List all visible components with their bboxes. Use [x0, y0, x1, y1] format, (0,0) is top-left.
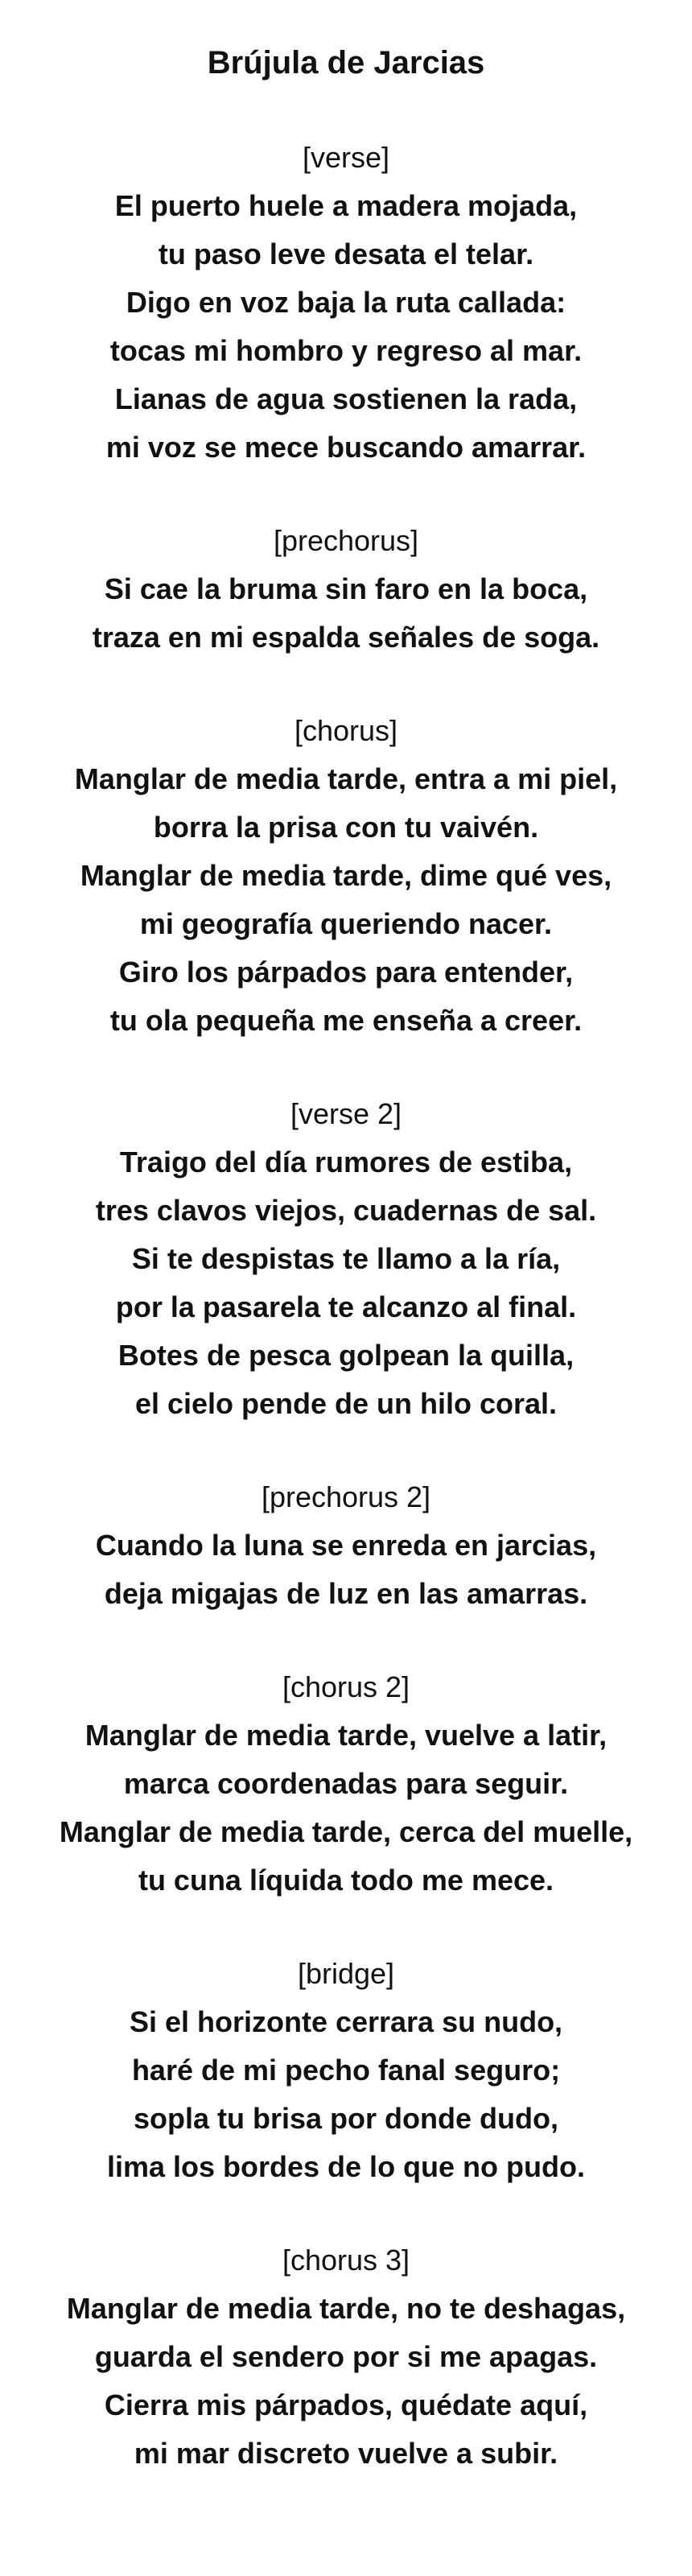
- lyric-line: Digo en voz baja la ruta callada:: [126, 286, 566, 319]
- lyric-line: Manglar de media tarde, vuelve a latir,: [84, 1719, 608, 1752]
- lyric-line: Si el horizonte cerrara su nudo,: [129, 2005, 563, 2038]
- lyric-line: Si cae la bruma sin faro en la boca,: [104, 572, 588, 605]
- section-prechorus: [0, 517, 692, 662]
- section-bridge: [0, 1950, 692, 2191]
- song-title: Brújula de Jarcias: [207, 45, 485, 80]
- section-chorus-2: [0, 1663, 692, 1905]
- lyric-line: El puerto huele a madera mojada,: [114, 189, 578, 222]
- lyric-line: haré de mi pecho fanal seguro;: [131, 2054, 561, 2087]
- section-tag: [verse 2]: [290, 1097, 402, 1130]
- lyric-line: lima los bordes de lo que no pudo.: [106, 2150, 586, 2183]
- section-chorus-3: [0, 2236, 692, 2478]
- section-verse-2: [0, 1090, 692, 1428]
- lyric-line: Giro los párpados para entender,: [118, 956, 574, 989]
- lyric-line: Cuando la luna se enreda en jarcias,: [95, 1529, 597, 1562]
- lyric-line: tocas mi hombro y regreso al mar.: [109, 334, 583, 367]
- lyric-line: tres clavos viejos, cuadernas de sal.: [95, 1194, 597, 1227]
- section-chorus: [0, 707, 692, 1045]
- lyric-line: Manglar de media tarde, entra a mi piel,: [74, 762, 618, 795]
- lyric-line: mi mar discreto vuelve a subir.: [134, 2437, 558, 2470]
- lyric-line: Cierra mis párpados, quédate aquí,: [104, 2388, 588, 2421]
- lyric-line: tu ola pequeña me enseña a creer.: [109, 1004, 583, 1037]
- lyric-line: Manglar de media tarde, no te deshagas,: [66, 2292, 626, 2325]
- lyric-line: por la pasarela te alcanzo al final.: [115, 1290, 577, 1323]
- lyric-line: traza en mi espalda señales de soga.: [92, 621, 600, 654]
- section-prechorus-2: [0, 1473, 692, 1618]
- lyric-line: Si te despistas te llamo a la ría,: [131, 1242, 561, 1275]
- lyric-line: Lianas de agua sostienen la rada,: [114, 382, 578, 415]
- lyric-line: el cielo pende de un hilo coral.: [134, 1387, 558, 1420]
- section-verse: [0, 134, 692, 472]
- section-tag: [chorus 3]: [282, 2244, 410, 2277]
- lyric-line: Traigo del día rumores de estiba,: [119, 1146, 573, 1179]
- lyric-line: tu paso leve desata el telar.: [158, 237, 534, 270]
- section-tag: [chorus 2]: [282, 1670, 410, 1703]
- lyric-line: guarda el sendero por si me apagas.: [94, 2340, 598, 2373]
- lyric-line: sopla tu brisa por donde dudo,: [134, 2102, 558, 2135]
- section-tag: [prechorus 2]: [261, 1480, 431, 1513]
- section-tag: [prechorus]: [273, 524, 419, 557]
- lyric-line: Botes de pesca golpean la quilla,: [117, 1339, 575, 1372]
- section-tag: [chorus]: [294, 714, 398, 747]
- lyric-line: deja migajas de luz en las amarras.: [104, 1577, 588, 1610]
- section-tag: [verse]: [302, 141, 390, 174]
- lyric-line: Manglar de media tarde, dime qué ves,: [80, 859, 612, 892]
- lyric-line: borra la prisa con tu vaivén.: [153, 811, 539, 844]
- lyric-line: marca coordenadas para seguir.: [123, 1767, 569, 1800]
- lyric-line: Manglar de media tarde, cerca del muelle,: [59, 1815, 633, 1848]
- lyric-line: mi voz se mece buscando amarrar.: [105, 431, 587, 464]
- lyric-line: mi geografía queriendo nacer.: [139, 907, 553, 940]
- section-tag: [bridge]: [297, 1957, 395, 1990]
- lyric-line: tu cuna líquida todo me mece.: [138, 1864, 554, 1897]
